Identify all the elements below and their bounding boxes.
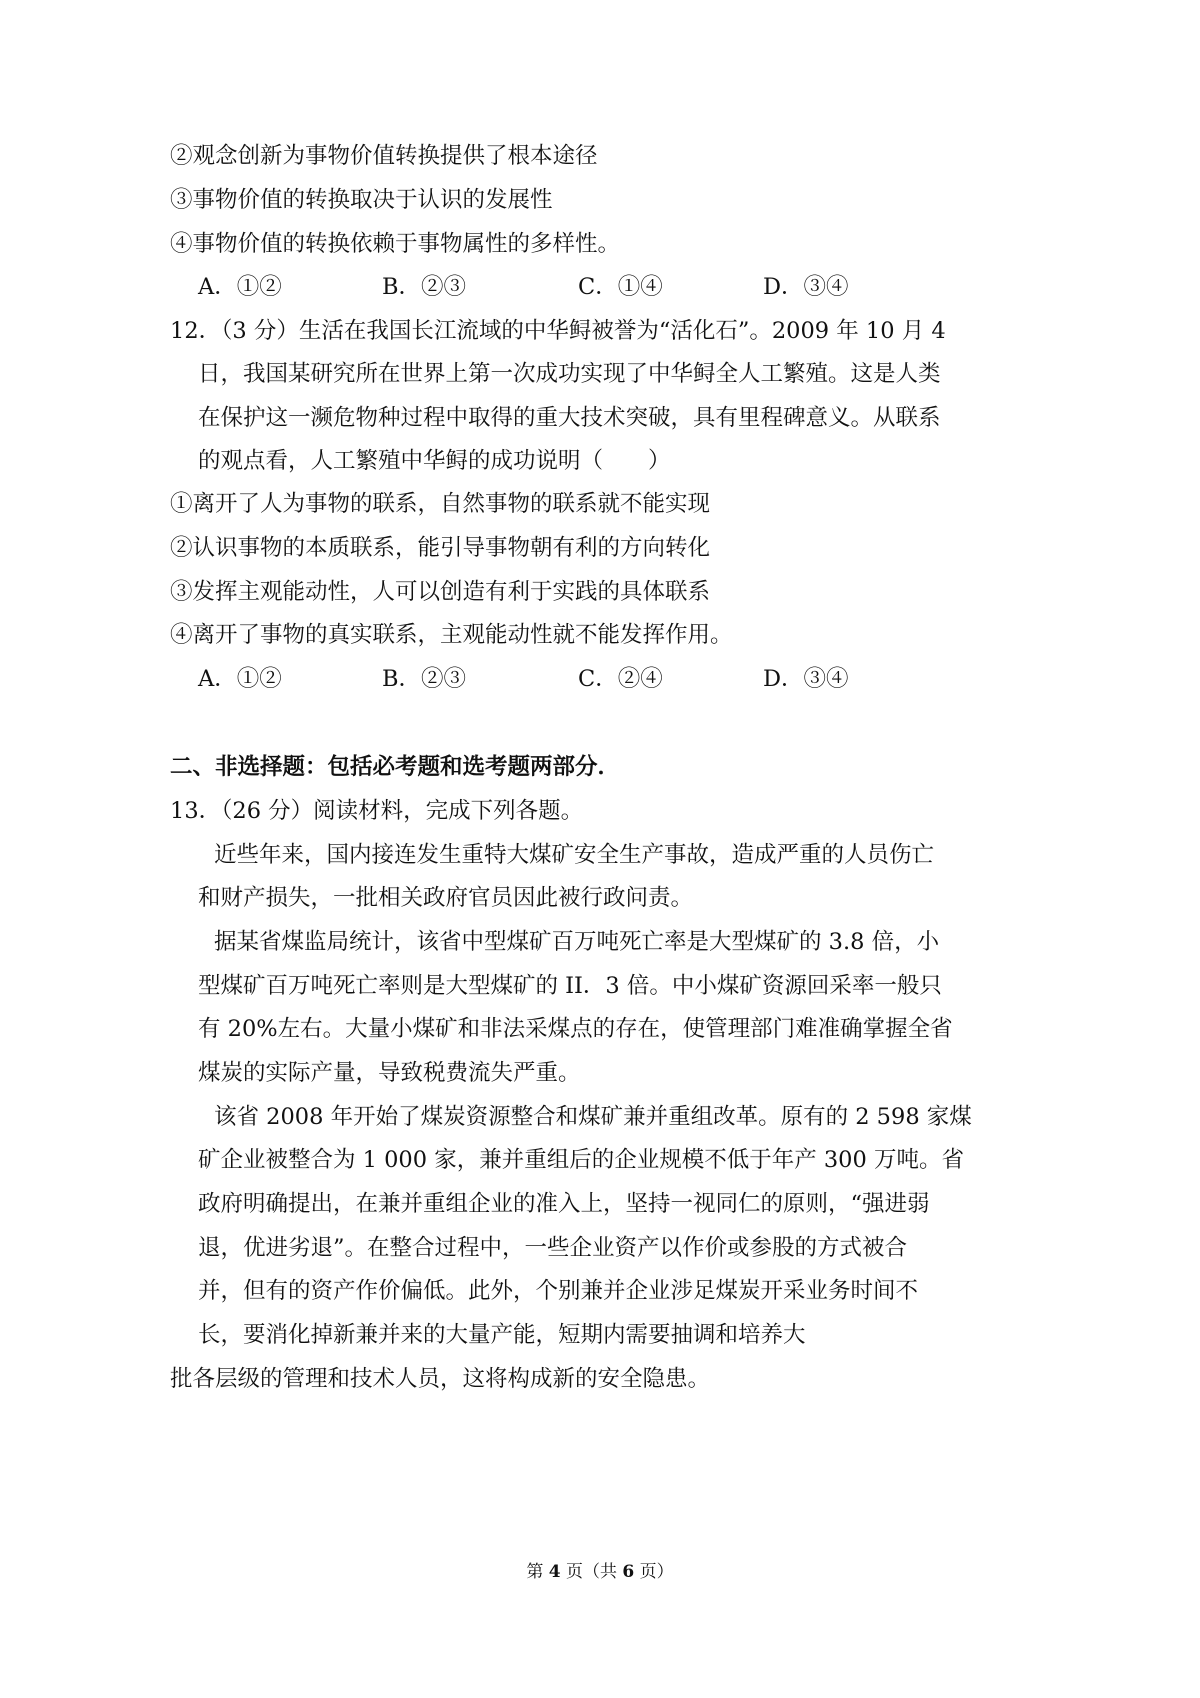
q12-stem-line-3: 在保护这一濒危物种过程中取得的重大技术突破，具有里程碑意义。从联系 — [198, 405, 941, 431]
q12-option-a: A．①② — [198, 666, 282, 692]
q12-statement-3: ③发挥主观能动性，人可以创造有利于实践的具体联系 — [170, 579, 711, 605]
q13-para3-line-1: 该省 2008 年开始了煤炭资源整合和煤矿兼并重组改革。原有的 2 598 家煤 — [214, 1104, 972, 1130]
q11-option-d: D．③④ — [763, 274, 849, 300]
footer-page-number: 4 — [548, 1562, 561, 1582]
q12-stem-line-2: 日，我国某研究所在世界上第一次成功实现了中华鲟全人工繁殖。这是人类 — [198, 361, 941, 387]
q12-stem-line-1: 12．（3 分）生活在我国长江流域的中华鲟被誉为“活化石”。2009 年 10 月 4 — [170, 318, 946, 344]
q13-para2-line-2: 型煤矿百万吨死亡率则是大型煤矿的 II．3 倍。中小煤矿资源回采率一般只 — [198, 973, 942, 999]
q13-para3-line-6: 长，要消化掉新兼并来的大量产能，短期内需要抽调和培养大 — [198, 1322, 806, 1348]
footer-middle: 页（共 — [560, 1562, 623, 1582]
section-heading: 二、非选择题：包括必考题和选考题两部分． — [170, 754, 621, 780]
q13-para2-line-4: 煤炭的实际产量，导致税费流失严重。 — [198, 1060, 581, 1086]
q13-para3-line-5: 并，但有的资产作价偏低。此外，个别兼并企业涉足煤炭开采业务时间不 — [198, 1278, 919, 1304]
q11-statement-3: ③事物价值的转换取决于认识的发展性 — [170, 187, 553, 213]
q12-statement-1: ①离开了人为事物的联系，自然事物的联系就不能实现 — [170, 491, 711, 517]
q13-para3-line-3: 政府明确提出，在兼并重组企业的准入上，坚持一视同仁的原则，“强进弱 — [198, 1191, 930, 1217]
q13-para3-line-4: 退，优进劣退”。在整合过程中，一些企业资产以作价或参股的方式被合 — [198, 1235, 908, 1261]
q13-para2-line-1: 据某省煤监局统计，该省中型煤矿百万吨死亡率是大型煤矿的 3.8 倍，小 — [214, 929, 940, 955]
q13-stem: 13．（26 分）阅读材料，完成下列各题。 — [170, 798, 584, 824]
q12-statement-4: ④离开了事物的真实联系，主观能动性就不能发挥作用。 — [170, 622, 733, 648]
q13-last-line: 批各层级的管理和技术人员，这将构成新的安全隐患。 — [170, 1366, 711, 1392]
q12-stem-line-4: 的观点看，人工繁殖中华鲟的成功说明（ ） — [198, 448, 671, 474]
q12-option-d: D．③④ — [763, 666, 849, 692]
q11-option-b: B．②③ — [382, 274, 467, 300]
q13-para1-line-1: 近些年来，国内接连发生重特大煤矿安全生产事故，造成严重的人员伤亡 — [214, 842, 935, 868]
q13-para2-line-3: 有 20%左右。大量小煤矿和非法采煤点的存在，使管理部门难准确掌握全省 — [198, 1016, 953, 1042]
q12-statement-2: ②认识事物的本质联系，能引导事物朝有利的方向转化 — [170, 535, 711, 561]
q11-option-c: C．①④ — [578, 274, 663, 300]
footer-prefix: 第 — [526, 1562, 549, 1582]
q12-option-b: B．②③ — [382, 666, 467, 692]
footer-total-pages: 6 — [622, 1562, 635, 1582]
q11-statement-4: ④事物价值的转换依赖于事物属性的多样性。 — [170, 231, 621, 257]
q11-statement-2: ②观念创新为事物价值转换提供了根本途径 — [170, 143, 598, 169]
q12-option-c: C．②④ — [578, 666, 663, 692]
page-footer — [0, 1560, 1200, 1584]
q13-para3-line-2: 矿企业被整合为 1 000 家，兼并重组后的企业规模不低于年产 300 万吨。省 — [198, 1147, 964, 1173]
footer-suffix: 页） — [634, 1562, 674, 1582]
q13-para1-line-2: 和财产损失，一批相关政府官员因此被行政问责。 — [198, 885, 694, 911]
q11-option-a: A．①② — [198, 274, 282, 300]
